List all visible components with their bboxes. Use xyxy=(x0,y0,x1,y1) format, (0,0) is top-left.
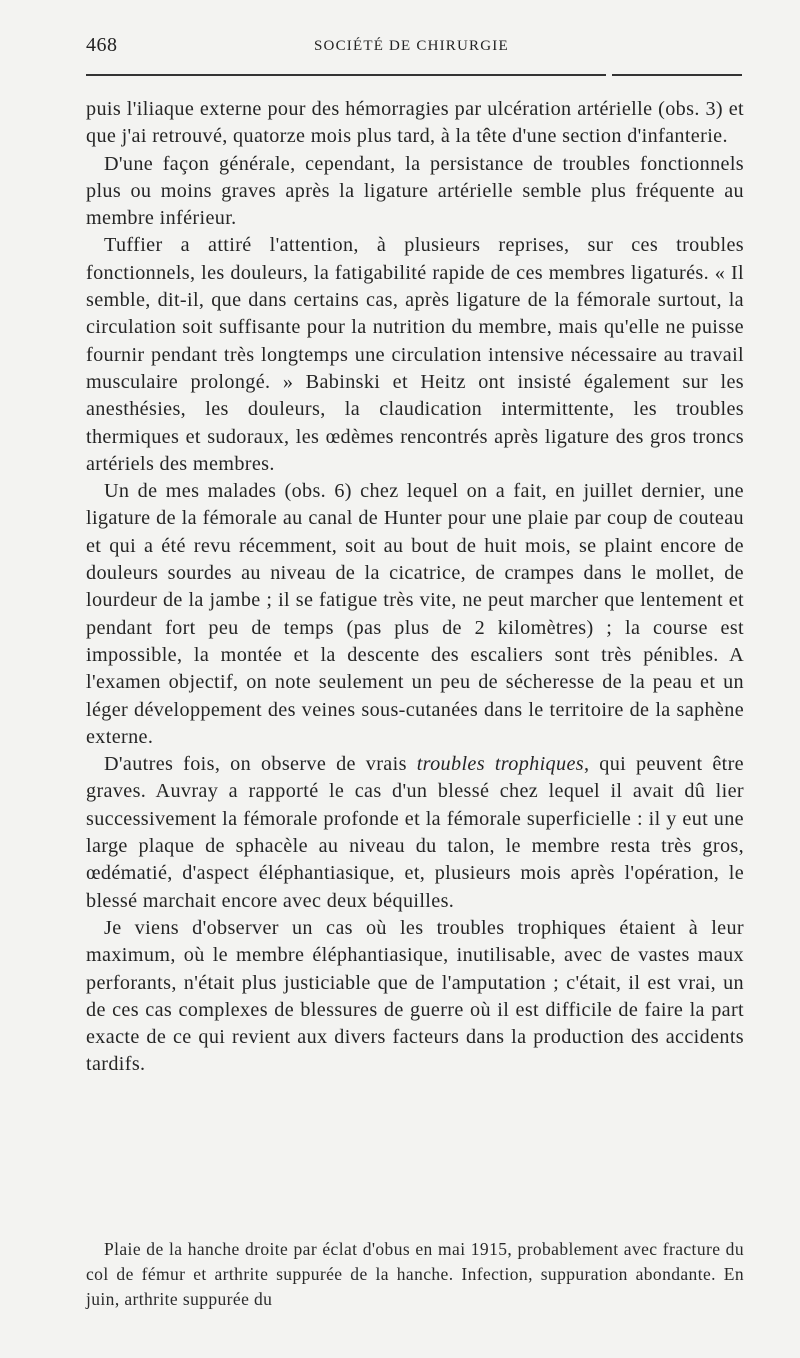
footnote-text: Plaie de la hanche droite par éclat d'obus en mai 1915, probablement avec fracture du col de fémur et arthrite suppurée de la hanche. Infection, suppuration abondante. En juin, arthrite suppurée du xyxy=(86,1239,744,1309)
paragraph-5-end: , qui peuvent être graves. Auvray a rapporté le cas d'un blessé chez lequel il avait dû lier successivement la fémorale profonde et la fémorale superficielle : il y eut une large plaque de sphacèle au niveau du talon, le membre resta très gros, œdématié, d'aspect éléphantiasique, et, plusieurs mois après l'opération, le blessé marchait encore avec deux béquilles. xyxy=(86,753,744,912)
paragraph-6: Je viens d'observer un cas où les troubles trophiques étaient à leur maximum, où le membre éléphantiasique, inutilisable, avec de vastes maux perforants, n'était plus justiciable que de l'amputation ; c'était, il est vrai, un de ces cas complexes de blessures de guerre où il est difficile de faire la part exacte de ce qui revient aux divers facteurs dans la production des accidents tardifs. xyxy=(86,916,744,1076)
footnote xyxy=(86,1237,744,1312)
paragraph-4: Un de mes malades (obs. 6) chez lequel on a fait, en juillet dernier, une ligature de la fémorale au canal de Hunter pour une plaie par coup de couteau et qui a été revu récemment, soit au bout de huit mois, se plaint encore de douleurs sourdes au niveau de la cicatrice, de crampes dans le mollet, de lourdeur de la jambe ; il se fatigue très vite, ne peut marcher que lentement et pendant fort peu de temps (pas plus de 2 kilomètres) ; la course est impossible, la montée et la descente des escaliers sont très pénibles. A l'examen objectif, on note seulement un peu de sécheresse de la peau et un léger développement des veines sous-cutanées dans le territoire de la saphène externe. xyxy=(86,480,744,748)
paragraph-3: Tuffier a attiré l'attention, à plusieurs reprises, sur ces troubles fonctionnels, les douleurs, la fatigabilité rapide de ces membres ligaturés. « Il semble, dit-il, que dans certains cas, après ligature de la fémorale surtout, la circulation soit suffisante pour la nutrition du membre, mais qu'elle ne puisse fournir pendant très longtemps une circulation intensive nécessaire au travail musculaire prolongé. » Babinski et Heitz ont insisté également sur les anesthésies, les douleurs, la claudication intermittente, les troubles thermiques et sudoraux, les œdèmes rencontrés après ligature des gros troncs artériels des membres. xyxy=(86,234,744,475)
header-rule-left xyxy=(86,74,606,76)
header-rule-right xyxy=(612,74,742,76)
paragraph-5-start: D'autres fois, on observe de vrais xyxy=(104,753,417,776)
page-number: 468 xyxy=(86,34,118,56)
page-header xyxy=(86,34,744,60)
body-text xyxy=(86,96,744,1079)
running-title: SOCIÉTÉ DE CHIRURGIE xyxy=(314,38,509,54)
paragraph-5-italic: troubles trophiques xyxy=(416,753,584,776)
paragraph-5 xyxy=(86,751,744,915)
paragraph-1: puis l'iliaque externe pour des hémorragies par ulcération artérielle (obs. 3) et que j'ai retrouvé, quatorze mois plus tard, à la tête d'une section d'infanterie. xyxy=(86,98,744,148)
paragraph-2: D'une façon générale, cependant, la persistance de troubles fonctionnels plus ou moins graves après la ligature artérielle semble plus fréquente au membre inférieur. xyxy=(86,152,744,230)
